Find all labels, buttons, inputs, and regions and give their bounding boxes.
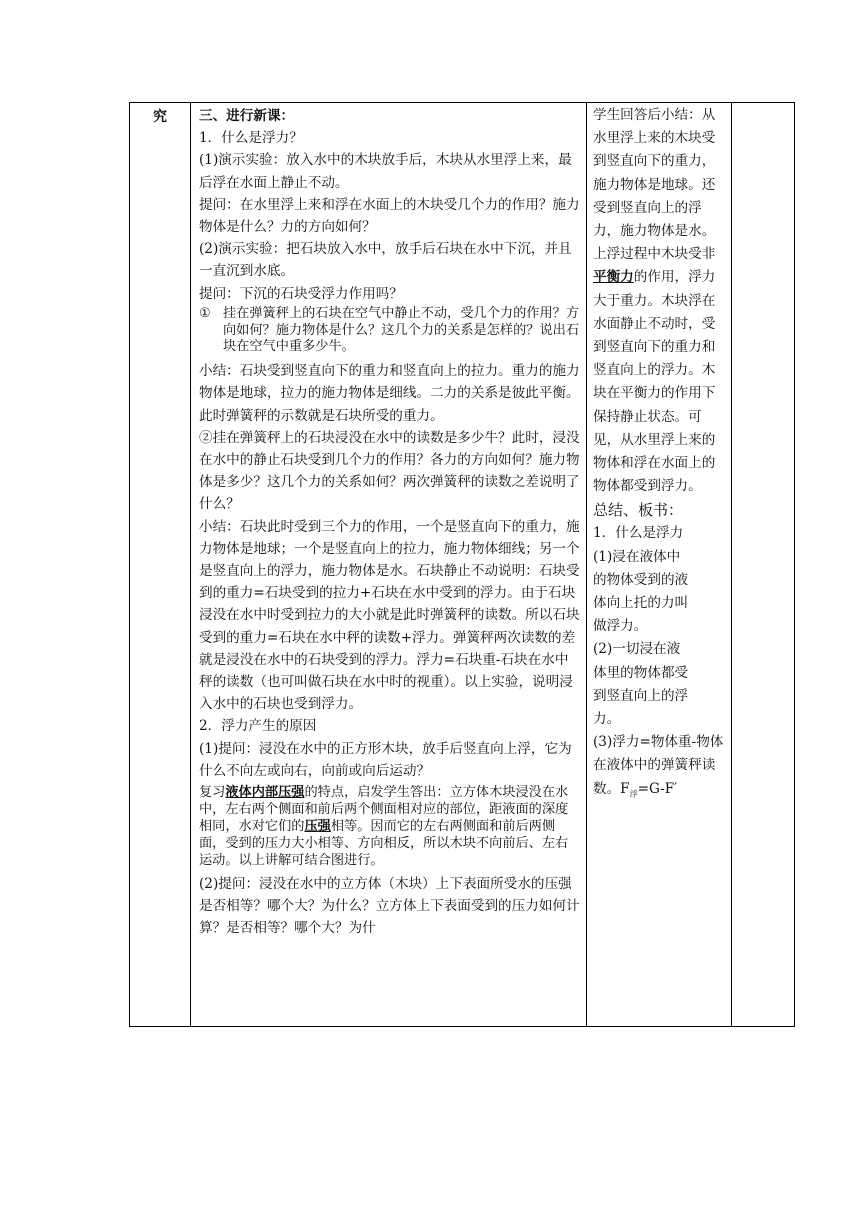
board-item-1: 1．什么是浮力 [593, 525, 684, 542]
question-2: 提问：下沉的石块受浮力作用吗？ [199, 285, 403, 302]
demo-1: (1)演示实验：放入水中的木块放手后，木块从水里浮上来，最后浮在水面上静止不动。 [199, 152, 572, 191]
answer-summary [593, 104, 728, 498]
review-paragraph [199, 784, 580, 869]
formula-end: =G-F′ [637, 780, 678, 797]
answer-text: 的作用，浮力大于重力。木块浮在水面静止不动时，受到竖直向下的重力和竖直向上的浮力。木块在平衡力的作用下保持静止状态。可见，从水里浮上来的物体和浮在水面上的物体都受到浮力。 [593, 269, 716, 495]
row-label: 究 [153, 109, 167, 125]
link-balanced-force[interactable]: 平衡力 [593, 269, 634, 286]
table-row [130, 103, 795, 1027]
summary-1: 小结：石块受到竖直向下的重力和竖直向上的拉力。重力的施力物体是地球，拉力的施力物体是细线。二力的关系是彼此平衡。此时弹簧秤的示数就是石块所受的重力。 [199, 363, 580, 424]
review-text: 复习 [199, 785, 226, 801]
board-item-1b: (2)一切浸在液体里的物体都受到竖直向上的浮力。 [593, 641, 689, 728]
lesson-plan-table [129, 102, 795, 1027]
subsection-title-1: 1．什么是浮力？ [199, 130, 303, 147]
subsection-title-2: 2．浮力产生的原因 [199, 718, 317, 735]
board-item-1a: (1)浸在液体中的物体受到的液体向上托的力叫做浮力。 [593, 548, 689, 635]
numbered-item-1 [199, 306, 580, 356]
student-activity [587, 103, 731, 806]
formula-subscript: 浮 [629, 789, 638, 799]
link-pressure[interactable]: 压强 [304, 819, 331, 835]
row-label-cell [130, 103, 191, 1027]
question-1: 提问：在水里浮上来和浮在水面上的木块受几个力的作用？施力物体是什么？力的方向如何？ [199, 196, 580, 236]
teaching-content-cell [191, 103, 587, 1027]
teaching-content [191, 103, 586, 940]
item-text: 挂在弹簧秤上的石块在空气中静止不动，受几个力的作用？方向如何？施力物体是什么？这几个力的关系是怎样的？说出石块在空气中重多少牛。 [223, 305, 580, 355]
numbered-item-2: ②挂在弹簧秤上的石块浸没在水中的读数是多少牛？此时，浸没在水中的静止石块受到几个力的作用？各力的方向如何？施力物体是多少？这几个力的关系如何？两次弹簧秤的读数之差说明了什么？ [199, 429, 580, 513]
board-title: 总结、板书： [593, 501, 684, 520]
demo-2: (2)演示实验：把石块放入水中，放手后石块在水中下沉，并且一直沉到水底。 [199, 241, 572, 280]
answer-text: 学生回答后小结：从水里浮上来的木块受到竖直向下的重力，施力物体是地球。还受到竖直向上的浮力，施力物体是水。上浮过程中木块受非 [593, 107, 716, 263]
student-activity-cell [587, 103, 732, 1027]
review-text: 的特点，启发学生答出：立方体木块浸没在水中，左右两个侧面和前后两个侧面相对应的部位，距液面的深度相同，水对它们的 [199, 785, 569, 835]
section-title: 三、进行新课： [199, 108, 295, 124]
item-number: ① [199, 305, 211, 321]
board-item-1c [593, 731, 728, 805]
notes-cell [732, 103, 795, 1027]
link-liquid-pressure[interactable]: 液体内部压强 [225, 785, 305, 801]
formula-text: (3)浮力=物体重-物体在液体中的弹簧秤读数。F [593, 734, 724, 797]
question-3: (1)提问：浸没在水中的正方形木块，放手后竖直向上浮，它为什么不向左或向右，向前或向后运动？ [199, 740, 572, 779]
summary-2: 小结：石块此时受到三个力的作用，一个是竖直向下的重力，施力物体是地球；一个是竖直向上的拉力，施力物体细线；另一个是竖直向上的浮力，施力物体是水。石块静止不动说明：石块受到的重力=石块受到的拉力+石块在水中受到的浮力。由于石块浸没在水中时受到拉力的大小就是此时弹簧秤的读数。所以石块受到的重力=石块在水中秤的读数+浮力。弹簧秤两次读数的差就是浸没在水中的石块受到的浮力。浮力=石块重-石块在水中秤的读数（也可叫做石块在水中时的视重）。以上实验，说明浸入水中的石块也受到浮力。 [199, 518, 580, 713]
review-text: 相等。因而它的左右两侧面和前后两侧面，受到的压力大小相等、方向相反，所以木块不向前后、左右运动。以上讲解可结合图进行。 [199, 819, 569, 869]
question-4: (2)提问：浸没在水中的立方体（木块）上下表面所受水的压强是否相等？哪个大？为什么？立方体上下表面受到的压力如何计算？是否相等？哪个大？为什 [199, 876, 580, 937]
